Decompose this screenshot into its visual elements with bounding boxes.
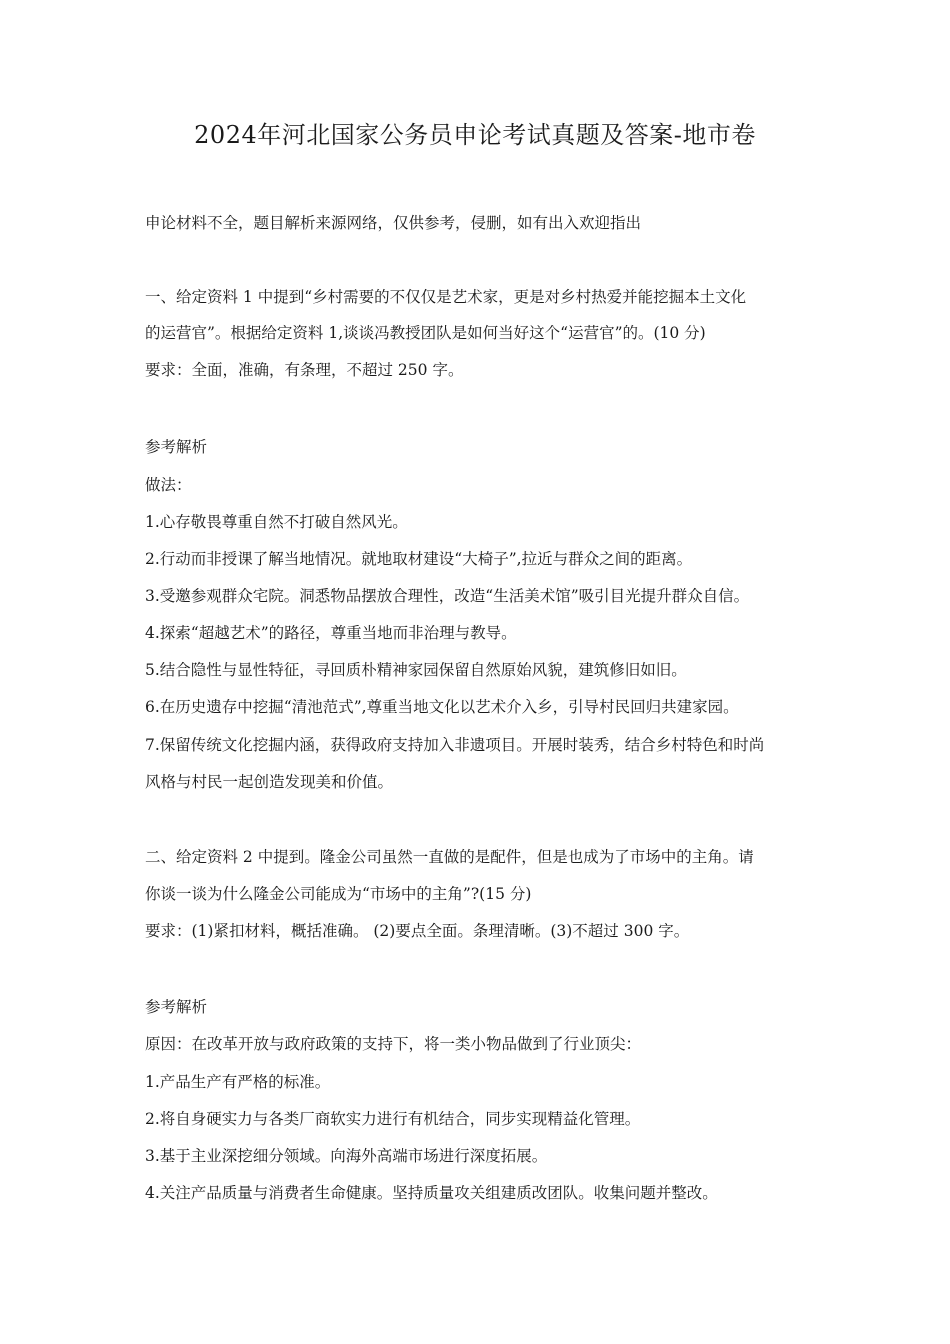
question-1-point: 1.心存敬畏尊重自然不打破自然风光。	[145, 513, 408, 531]
question-1-requirement: 要求：全面，准确，有条理，不超过 250 字。	[145, 361, 464, 379]
question-2-analysis-label: 参考解析	[145, 998, 208, 1016]
document-title: 2024年河北国家公务员申论考试真题及答案-地市卷	[194, 121, 756, 149]
question-1-point: 7.保留传统文化挖掘内涵，获得政府支持加入非遗项目。开展时装秀，结合乡村特色和时尚	[145, 736, 765, 754]
question-1-method-label: 做法：	[145, 476, 192, 494]
question-2-point: 4.关注产品质量与消费者生命健康。坚持质量攻关组建质改团队。收集问题并整改。	[145, 1184, 718, 1202]
question-1-point-continuation: 风格与村民一起创造发现美和价值。	[145, 773, 394, 791]
question-2-line-1: 二、给定资料 2 中提到。隆金公司虽然一直做的是配件，但是也成为了市场中的主角。请	[145, 848, 754, 866]
question-2-line-2: 你谈一谈为什么隆金公司能成为“市场中的主角”?(15 分)	[145, 885, 532, 903]
question-1-analysis-label: 参考解析	[145, 438, 208, 456]
question-1-point: 2.行动而非授课了解当地情况。就地取材建设“大椅子”,拉近与群众之间的距离。	[145, 550, 693, 568]
question-2-reason-label: 原因：在改革开放与政府政策的支持下，将一类小物品做到了行业顶尖：	[145, 1035, 642, 1053]
question-1-point: 4.探索“超越艺术”的路径，尊重当地而非治理与教导。	[145, 624, 517, 642]
question-1-point: 5.结合隐性与显性特征，寻回质朴精神家园保留自然原始风貌，建筑修旧如旧。	[145, 661, 687, 679]
disclaimer-note: 申论材料不全，题目解析来源网络，仅供参考，侵删，如有出入欢迎指出	[145, 214, 642, 232]
question-1-line-1: 一、给定资料 1 中提到“乡村需要的不仅仅是艺术家，更是对乡村热爱并能挖掘本土文化	[145, 288, 747, 306]
question-2-point: 2.将自身硬实力与各类厂商软实力进行有机结合，同步实现精益化管理。	[145, 1110, 641, 1128]
question-2-requirement: 要求：(1)紧扣材料，概括准确。 (2)要点全面。条理清晰。(3)不超过 300 字。	[145, 922, 690, 940]
question-1-point: 6.在历史遗存中挖掘“清池范式”,尊重当地文化以艺术介入乡，引导村民回归共建家园。	[145, 698, 739, 716]
question-2-point: 3.基于主业深挖细分领域。向海外高端市场进行深度拓展。	[145, 1147, 548, 1165]
question-1-point: 3.受邀参观群众宅院。洞悉物品摆放合理性，改造“生活美术馆”吸引目光提升群众自信。	[145, 587, 750, 605]
question-1-line-2: 的运营官”。根据给定资料 1,谈谈冯教授团队是如何当好这个“运营官”的。(10 分)	[145, 324, 706, 342]
question-2-point: 1.产品生产有严格的标准。	[145, 1073, 331, 1091]
